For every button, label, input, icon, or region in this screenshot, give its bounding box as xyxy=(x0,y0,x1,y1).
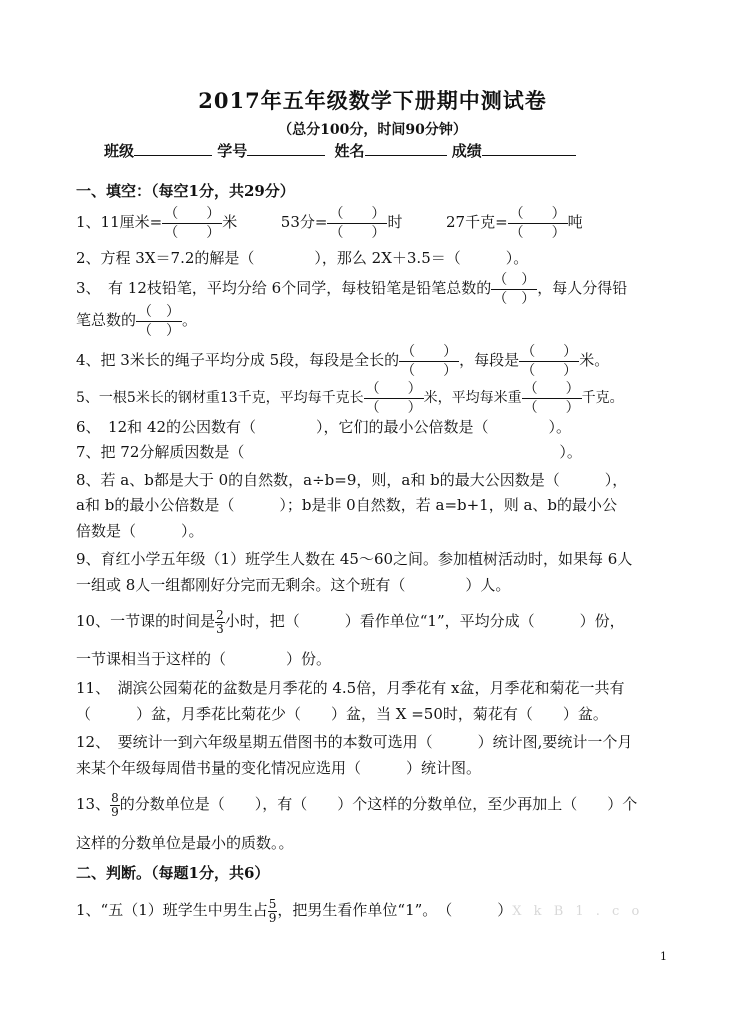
q1-mid-2: 53分= xyxy=(280,213,328,231)
q5-text-c: 千克。 xyxy=(581,390,624,406)
q5-fraction-1: $\frac{( )}{( )}$ xyxy=(365,380,422,416)
question-9-line-2: 一组或 8人一组都刚好分完而无剩余。这个班有（ ）人。 xyxy=(76,576,511,594)
class-label: 班级 xyxy=(104,142,135,160)
q1-fraction-3: $\frac{( )}{( )}$ xyxy=(509,205,566,241)
question-6: 6、 12和 42的公因数有（ ），它们的最小公倍数是（ ）。 xyxy=(76,418,571,436)
name-field[interactable] xyxy=(365,141,447,156)
question-13-line-1 xyxy=(76,784,669,824)
page-number: 1 xyxy=(660,950,667,963)
question-7: 7、把 72分解质因数是（ ）。 xyxy=(76,443,582,461)
student-info-row xyxy=(104,140,576,161)
q1-mid-3: 27千克= xyxy=(446,213,508,231)
name-label: 姓名 xyxy=(334,142,365,160)
score-label: 成绩 xyxy=(451,142,482,160)
q5-text-b: 米，平均每米重 xyxy=(423,390,522,406)
question-9-line-1: 9、育红小学五年级（1）班学生人数在 45～60之间。参加植树活动时，如果每 6人 xyxy=(76,550,633,568)
j1-text-a: 1、“五（1）班学生中男生占 xyxy=(76,901,268,919)
question-12-line-1: 12、 要统计一到六年级星期五借图书的本数可选用（ ）统计图,要统计一个月 xyxy=(76,733,633,751)
question-1 xyxy=(76,202,669,242)
j1-text-b: ，把男生看作单位“1”。 （ ） xyxy=(277,901,513,919)
question-8-line-2: a和 b的最小公倍数是（ ）；b是非 0自然数，若 a=b+1，则 a、b的最小公 xyxy=(76,496,618,514)
q1-unit-3: 吨 xyxy=(567,213,583,231)
q3-fraction-2: $\frac{( )}{( )}$ xyxy=(138,303,181,339)
question-11-line-2: （ ）盆，月季花比菊花少（ ）盆，当 X =50时，菊花有（ ）盆。 xyxy=(76,705,608,723)
number-field[interactable] xyxy=(247,141,325,156)
q1-fraction-2: $\frac{( )}{( )}$ xyxy=(329,205,386,241)
q1-unit-1: 米 xyxy=(222,213,238,231)
q13-text-a: 13、 xyxy=(76,795,111,813)
q3-text-a: 3、 有 12枝铅笔，平均分给 6个同学，每枝铅笔是铅笔总数的 xyxy=(76,279,492,297)
q4-fraction-1: $\frac{( )}{( )}$ xyxy=(401,343,458,379)
question-13-line-2: 这样的分数单位是最小的质数。。 xyxy=(76,834,294,852)
section-1-heading: 一、填空：（每空1分，共29分） xyxy=(76,182,295,200)
q5-text-a: 5、一根5米长的钢材重13千克，平均每千克长 xyxy=(76,390,364,406)
question-10-line-1 xyxy=(76,601,669,641)
class-field[interactable] xyxy=(134,141,212,156)
q10-fraction: $\frac{2}{3}$ xyxy=(216,608,224,636)
question-8-line-3: 倍数是（ ）。 xyxy=(76,522,204,540)
question-5 xyxy=(76,378,669,418)
question-8-line-1: 8、若 a、b都是大于 0的自然数，a÷b=9，则，a和 b的最大公因数是（ ）， xyxy=(76,471,628,489)
q13-fraction: $\frac{8}{9}$ xyxy=(111,791,119,819)
watermark: X k B 1 . c o xyxy=(512,904,644,919)
q1-unit-2: 时 xyxy=(387,213,403,231)
question-10-line-2: 一节课相当于这样的（ ）份。 xyxy=(76,650,332,668)
q4-text-b: ，每段是 xyxy=(459,351,520,369)
judgement-1 xyxy=(76,890,669,932)
section-2-heading: 二、判断。（每题1分，共6） xyxy=(76,864,270,882)
q4-fraction-2: $\frac{( )}{( )}$ xyxy=(521,343,578,379)
q5-fraction-2: $\frac{( )}{( )}$ xyxy=(523,380,580,416)
j1-fraction: $\frac{5}{9}$ xyxy=(268,897,277,925)
q3-text-b: ，每人分得铅 xyxy=(537,279,628,297)
q10-text-a: 10、一节课的时间是 xyxy=(76,612,216,630)
q13-text-b: 的分数单位是（ ），有（ ）个这样的分数单位，至少再加上（ ）个 xyxy=(119,795,638,813)
question-12-line-2: 来某个年级每周借书量的变化情况应选用（ ）统计图。 xyxy=(76,759,482,777)
score-field[interactable] xyxy=(482,141,576,156)
exam-subtitle: （总分100分，时间90分钟） xyxy=(278,122,467,138)
q10-text-b: 小时，把（ ）看作单位“1”，平均分成（ ）份， xyxy=(224,612,625,630)
question-11-line-1: 11、 湖滨公园菊花的盆数是月季花的 4.5倍，月季花有 x盆，月季花和菊花一共有 xyxy=(76,679,625,697)
q1-fraction-1: $\frac{( )}{( )}$ xyxy=(164,205,221,241)
q4-text-c: 米。 xyxy=(579,351,610,369)
q3-text-d: 。 xyxy=(182,311,198,329)
question-3-line-2 xyxy=(76,300,669,340)
q3-text-c: 笔总数的 xyxy=(76,311,137,329)
question-4 xyxy=(76,340,669,380)
q1-prefix: 1、11厘米= xyxy=(76,213,163,231)
page-title: 2017年五年级数学下册期中测试卷 xyxy=(198,88,547,113)
q4-text-a: 4、把 3米长的绳子平均分成 5段，每段是全长的 xyxy=(76,351,400,369)
question-2: 2、方程 3X＝7.2的解是（ ），那么 2X＋3.5＝（ ）。 xyxy=(76,249,529,267)
q3-fraction-1: $\frac{( )}{( )}$ xyxy=(493,271,536,307)
number-label: 学号 xyxy=(217,142,248,160)
